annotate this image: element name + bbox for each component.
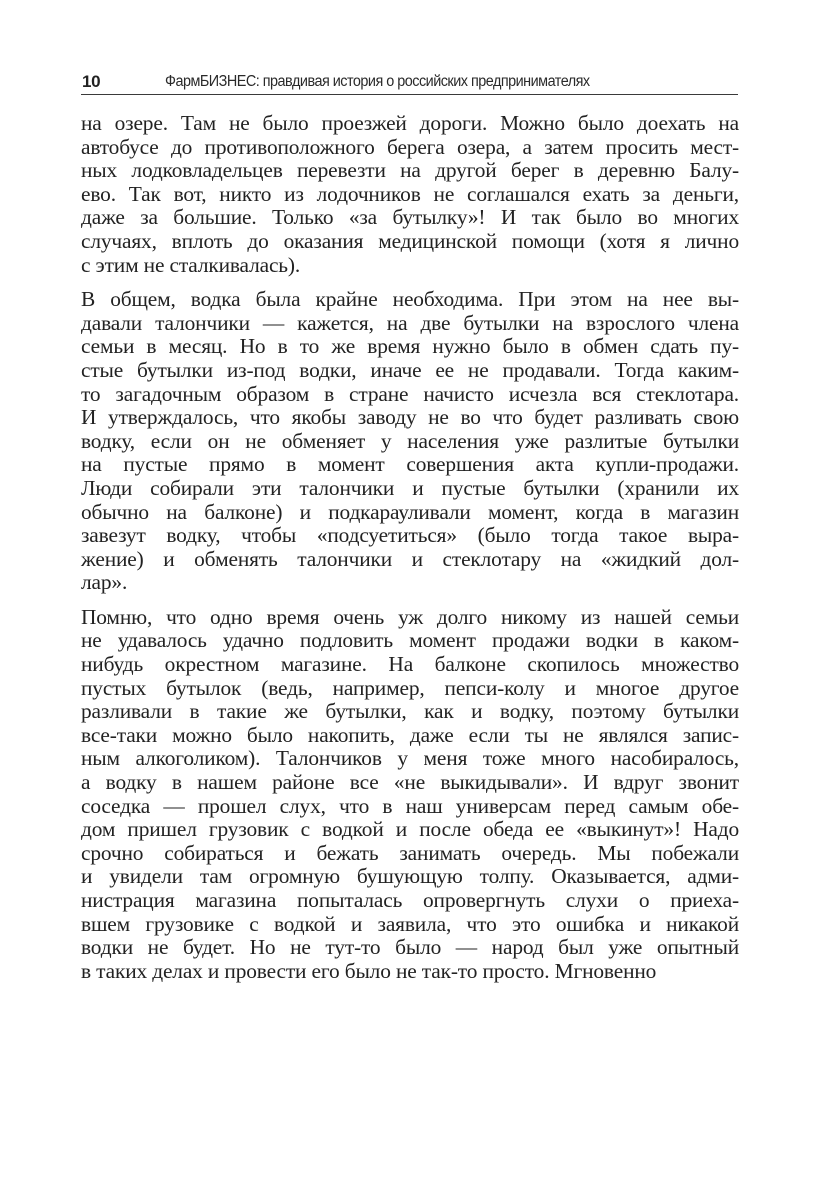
text-line: на пустые прямо в момент совершения акта купли-продажи.	[81, 452, 739, 477]
text-line: срочно собираться и бежать занимать очередь. Мы побежали	[81, 840, 739, 865]
text-line: стые бутылки из-под водки, иначе ее не продавали. Тогда каким-	[81, 357, 739, 382]
text-line: не удавалось удачно подловить момент продажи водки в каком-	[81, 628, 739, 653]
text-line: Помню, что одно время очень уж долго никому из нашей семьи	[81, 604, 739, 629]
page-header	[81, 72, 738, 95]
text-line: жение) и обменять талончики и стеклотару на «жидкий дол-	[81, 546, 739, 571]
text-line: с этим не сталкивалась).	[81, 252, 301, 277]
text-line: водки не будет. Но не тут-то было — народ был уже опытный	[81, 935, 739, 960]
paragraph	[81, 606, 739, 984]
text-line: обычно на балконе) и подкарауливали момент, когда в магазин	[81, 499, 739, 524]
body-text	[81, 112, 739, 994]
text-line: И утверждалось, что якобы заводу не во что будет разливать свою	[81, 405, 739, 430]
running-title: ФармБИЗНЕС: правдивая история о российских предпринимателях	[165, 73, 590, 90]
text-line: Люди собирали эти талончики и пустые бутылки (хранили их	[81, 475, 739, 500]
page-number: 10	[82, 72, 101, 91]
text-line: разливали в такие же бутылки, как и водку, поэтому бутылки	[81, 699, 739, 724]
text-line: все-таки можно было накопить, даже если ты не являлся запис-	[81, 722, 739, 747]
paragraph	[81, 288, 739, 595]
text-line: и увидели там огромную бушующую толпу. Оказывается, адми-	[81, 864, 739, 889]
text-line: вшем грузовике с водкой и заявила, что это ошибка и никакой	[81, 911, 739, 936]
text-line: автобусе до противоположного берега озера, а затем просить мест-	[81, 134, 739, 159]
text-line: пустых бутылок (ведь, например, пепси-колу и многое другое	[81, 675, 739, 700]
text-line: ево. Так вот, никто из лодочников не соглашался ехать за деньги,	[81, 181, 739, 206]
text-line: водку, если он не обменяет у населения уже разлитые бутылки	[81, 428, 739, 453]
text-line: семьи в месяц. Но в то же время нужно было в обмен сдать пу-	[81, 334, 739, 359]
text-line: лар».	[81, 570, 128, 595]
text-line: давали талончики — кажется, на две бутылки на взрослого члена	[81, 310, 739, 335]
text-line: то загадочным образом в стране начисто исчезла вся стеклотара.	[81, 381, 739, 406]
text-line: ных лодковладельцев перевезти на другой берег в деревню Балу-	[81, 158, 739, 183]
text-line: нистрация магазина попыталась опровергнуть слухи о приеха-	[81, 888, 739, 912]
text-line: соседка — прошел слух, что в наш универсам перед самым обе-	[81, 793, 739, 818]
text-line: завезут водку, чтобы «подсуетиться» (было тогда такое выра-	[81, 523, 739, 548]
text-line: дом пришел грузовик с водкой и после обеда ее «выкинут»! Надо	[81, 817, 739, 842]
text-line: ным алкоголиком). Талончиков у меня тоже много насобиралось,	[81, 746, 739, 771]
text-line: на озере. Там не было проезжей дороги. Можно было доехать на	[81, 111, 739, 135]
text-line: В общем, водка была крайне необходима. При этом на нее вы-	[81, 287, 739, 312]
paragraph	[81, 112, 739, 277]
text-line: в таких делах и провести его было не так-то просто. Мгновенно	[81, 958, 657, 983]
text-line: случаях, вплоть до оказания медицинской помощи (хотя я лично	[81, 228, 739, 253]
text-line: нибудь окрестном магазине. На балконе скопилось множество	[81, 652, 739, 677]
text-line: даже за большие. Только «за бутылку»! И так было во многих	[81, 205, 739, 230]
text-line: а водку в нашем районе все «не выкидывали». И вдруг звонит	[81, 770, 739, 795]
